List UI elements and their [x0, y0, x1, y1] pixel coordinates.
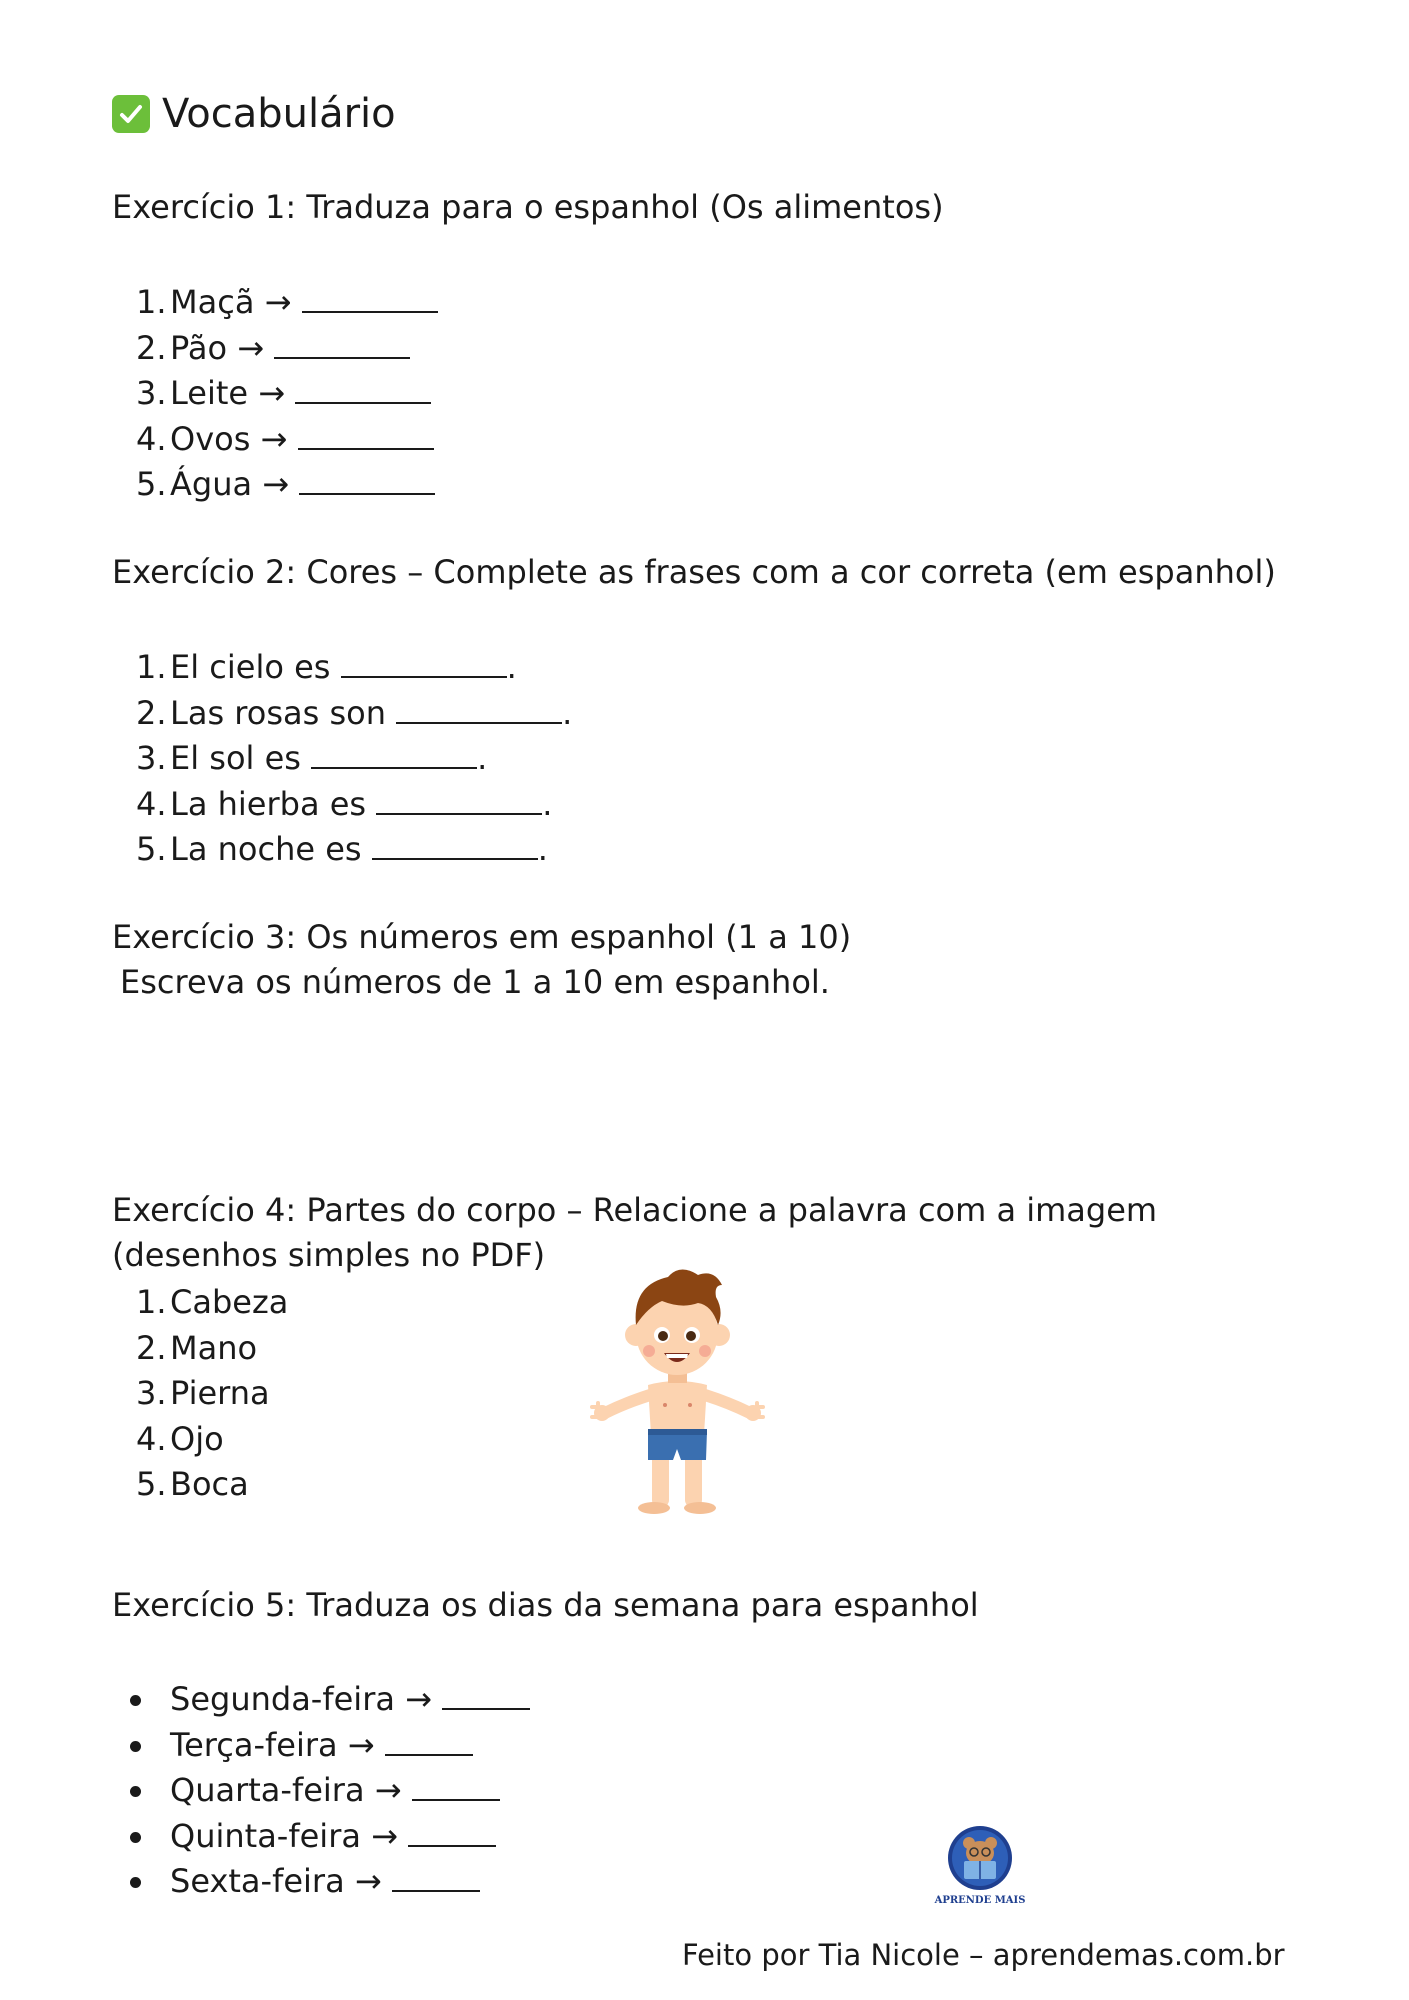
- logo-text: APRENDE MAIS: [934, 1895, 1026, 1906]
- list-item: 1. Maçã →: [112, 280, 438, 326]
- list-item: 4. La hierba es .: [136, 784, 553, 823]
- exercise-2-title: Exercício 2: Cores – Complete as frases com a cor correta (em espanhol): [112, 553, 1276, 591]
- list-item: 5. La noche es .: [136, 830, 548, 868]
- cartoon-boy-illustration: [590, 1255, 765, 1520]
- bullet-icon: [130, 1741, 141, 1752]
- list-item: Sexta-feira →: [112, 1859, 530, 1905]
- answer-blank[interactable]: [376, 783, 542, 815]
- list-item: 5. Boca: [136, 1465, 249, 1503]
- list-item: Segunda-feira →: [112, 1677, 530, 1723]
- torso: [648, 1381, 707, 1437]
- answer-blank[interactable]: [299, 463, 435, 495]
- answer-blank[interactable]: [311, 737, 477, 769]
- answer-blank[interactable]: [412, 1769, 500, 1801]
- list-item: Quarta-feira →: [112, 1768, 530, 1814]
- list-item: 2. Las rosas son .: [136, 693, 573, 732]
- bullet-icon: [130, 1695, 141, 1706]
- section-heading: [112, 88, 396, 140]
- list-item: 4. Ojo: [136, 1419, 224, 1458]
- bullet-icon: [130, 1877, 141, 1888]
- exercise-1-list: [112, 280, 438, 508]
- answer-blank[interactable]: [302, 281, 438, 313]
- answer-blank[interactable]: [408, 1815, 496, 1847]
- list-item: 2. Pão →: [112, 326, 438, 372]
- list-item: 5. Água →: [112, 462, 438, 508]
- footer-credit: Feito por Tia Nicole – aprendemas.com.br: [682, 1938, 1285, 1972]
- exercise-3-instruction: Escreva os números de 1 a 10 em espanhol.: [120, 963, 830, 1001]
- list-item: 3. Pierna: [136, 1374, 270, 1412]
- answer-blank[interactable]: [396, 692, 562, 724]
- exercise-4-title: Exercício 4: Partes do corpo – Relacione a palavra com a imagem (desenhos simples no PDF): [112, 1191, 1158, 1274]
- answer-blank[interactable]: [295, 372, 431, 404]
- answer-blank[interactable]: [341, 646, 507, 678]
- list-item: 3. El sol es .: [136, 739, 488, 777]
- answer-blank[interactable]: [385, 1724, 473, 1756]
- shorts: [648, 1431, 707, 1460]
- answer-blank[interactable]: [298, 418, 434, 450]
- list-item: 4. Ovos →: [112, 417, 438, 463]
- exercise-1-title: Exercício 1: Traduza para o espanhol (Os alimentos): [112, 188, 944, 226]
- answer-blank[interactable]: [392, 1860, 480, 1892]
- exercise-5-title: Exercício 5: Traduza os dias da semana para espanhol: [112, 1586, 979, 1624]
- exercise-3-title: Exercício 3: Os números em espanhol (1 a 10): [112, 918, 852, 956]
- list-item: Terça-feira →: [112, 1723, 530, 1769]
- answer-blank[interactable]: [372, 828, 538, 860]
- check-mark-icon: [112, 95, 150, 133]
- answer-blank[interactable]: [442, 1678, 530, 1710]
- list-item: 3. Leite →: [112, 371, 438, 417]
- exercise-5-list: [112, 1677, 530, 1905]
- bear-reading-logo-icon: [947, 1825, 1013, 1891]
- list-item: 1. El cielo es .: [136, 648, 517, 686]
- list-item: 1. Cabeza: [136, 1283, 289, 1321]
- answer-blank[interactable]: [274, 327, 410, 359]
- aprende-mais-logo: [930, 1825, 1030, 1915]
- exercise-2-list: [112, 645, 572, 873]
- exercise-4-list: [112, 1280, 288, 1508]
- list-item: 2. Mano: [136, 1328, 258, 1367]
- heading-title: Vocabulário: [162, 91, 396, 137]
- list-item: Quinta-feira →: [112, 1814, 530, 1860]
- bullet-icon: [130, 1786, 141, 1797]
- bullet-icon: [130, 1832, 141, 1843]
